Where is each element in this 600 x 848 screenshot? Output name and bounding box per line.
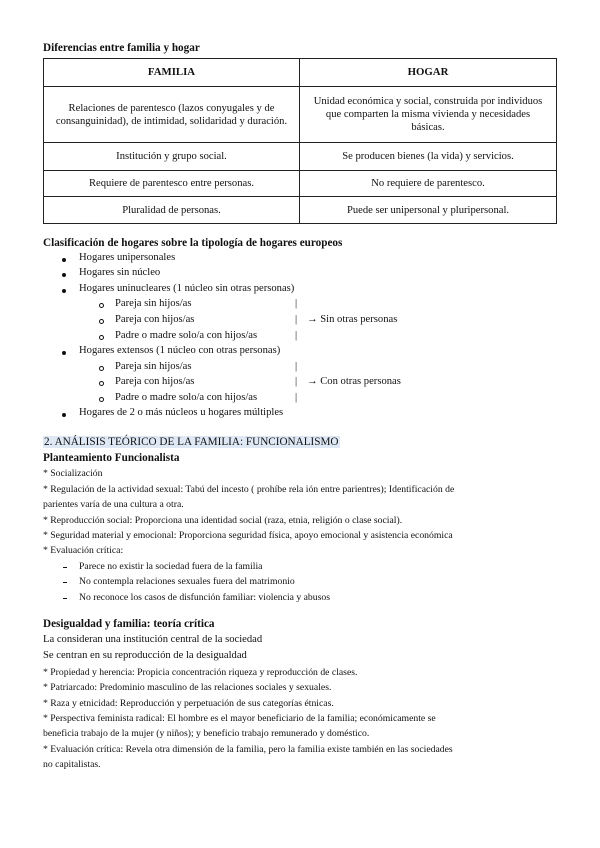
dash-bullet-icon <box>63 598 67 599</box>
dash-bullet-icon <box>63 582 67 583</box>
table-cell: Institución y grupo social. <box>44 143 300 171</box>
text-line: no capitalistas. <box>43 759 101 770</box>
critique-item: Parece no existir la sociedad fuera de la familia <box>79 561 263 572</box>
table-cell: Requiere de parentesco entre personas. <box>44 171 300 197</box>
subtitle-functionalist: Planteamiento Funcionalista <box>43 452 180 464</box>
text-line: * Regulación de la actividad sexual: Tabú del incesto ( prohíbe rela ión entre parientres); Identificación de <box>43 484 455 495</box>
list-item: Hogares unipersonales <box>79 252 176 263</box>
note-with-others: → Con otras personas <box>307 376 401 387</box>
text-line: * Evaluación crítica: Revela otra dimensión de la familia, pero la familia existe también en las sociedades <box>43 744 453 755</box>
text-line: * Evaluación crítica: <box>43 545 124 556</box>
table-cell: No requiere de parentesco. <box>300 171 557 197</box>
section-heading-functionalism <box>43 436 340 448</box>
separator-bar: | <box>295 330 298 341</box>
list-item: Hogares de 2 o más núcleos u hogares múltiples <box>79 407 284 418</box>
text-line: * Seguridad material y emocional: Proporciona seguridad física, apoyo emocional y asistencia económica <box>43 530 453 541</box>
separator-bar: | <box>295 361 298 372</box>
sub-list-item: Pareja sin hijos/as <box>115 298 192 309</box>
sub-list-item: Padre o madre solo/a con hijos/as <box>115 330 258 341</box>
bullet-icon <box>62 289 66 293</box>
note-without-others: → Sin otras personas <box>307 314 398 325</box>
table-row <box>44 171 557 197</box>
bullet-icon <box>62 273 66 277</box>
comparison-table <box>43 58 557 224</box>
text-line: * Reproducción social: Proporciona una identidad social (raza, etnia, religión o clase social). <box>43 515 403 526</box>
circle-bullet-icon <box>99 303 104 308</box>
sub-list-item: Padre o madre solo/a con hijos/as <box>115 392 258 403</box>
text-line: * Raza y etnicidad: Reproducción y perpetuación de sus categorías étnicas. <box>43 698 334 709</box>
separator-bar: | <box>295 298 298 309</box>
critique-item: No contempla relaciones sexuales fuera del matrimonio <box>79 576 295 587</box>
circle-bullet-icon <box>99 381 104 386</box>
circle-bullet-icon <box>99 319 104 324</box>
separator-bar: | <box>295 314 298 325</box>
text-line: * Patriarcado: Predominio masculino de las relaciones sociales y sexuales. <box>43 682 332 693</box>
bullet-icon <box>62 413 66 417</box>
table-cell: Se producen bienes (la vida) y servicios. <box>300 143 557 171</box>
table-header-row <box>44 59 557 87</box>
bullet-icon <box>62 351 66 355</box>
bullet-icon <box>62 258 66 262</box>
dash-bullet-icon <box>63 567 67 568</box>
list-item: Hogares sin núcleo <box>79 267 161 278</box>
text-line: * Socialización <box>43 468 103 479</box>
table-row <box>44 87 557 143</box>
list-item: Hogares uninucleares (1 núcleo sin otras personas) <box>79 283 295 294</box>
section-title-differences: Diferencias entre familia y hogar <box>43 42 200 54</box>
text-line: Se centran en su reproducción de la desigualdad <box>43 650 247 661</box>
heading-highlight: 2. ANÁLISIS TEÓRICO DE LA FAMILIA: FUNCIONALISMO <box>44 436 339 448</box>
table-row <box>44 197 557 224</box>
text-line: La consideran una institución central de la sociedad <box>43 634 263 645</box>
sub-list-item: Pareja sin hijos/as <box>115 361 192 372</box>
circle-bullet-icon <box>99 397 104 402</box>
circle-bullet-icon <box>99 366 104 371</box>
text-line: * Perspectiva feminista radical: El hombre es el mayor beneficiario de la familia; económicamente se <box>43 713 436 724</box>
section-title-classification: Clasificación de hogares sobre la tipología de hogares europeos <box>43 237 343 249</box>
table-row <box>44 143 557 171</box>
separator-bar: | <box>295 376 298 387</box>
separator-bar: | <box>295 392 298 403</box>
critique-item: No reconoce los casos de disfunción familiar: violencia y abusos <box>79 592 330 603</box>
table-header-familia: FAMILIA <box>44 59 300 87</box>
table-cell: Puede ser unipersonal y pluripersonal. <box>300 197 557 224</box>
section-title-inequality: Desigualdad y familia: teoría crítica <box>43 618 215 630</box>
table-header-hogar: HOGAR <box>300 59 557 87</box>
circle-bullet-icon <box>99 335 104 340</box>
text-line: * Propiedad y herencia: Propicia concentración riqueza y reproducción de clases. <box>43 667 358 678</box>
table-cell: Relaciones de parentesco (lazos conyugales y de consanguinidad), de intimidad, solidaridad y duración. <box>44 87 300 143</box>
list-item: Hogares extensos (1 núcleo con otras personas) <box>79 345 281 356</box>
table-cell: Pluralidad de personas. <box>44 197 300 224</box>
text-line: parientes varía de una cultura a otra. <box>43 499 184 510</box>
table-cell: Unidad económica y social, construida por individuos que comparten la misma vivienda y necesidades básicas. <box>300 87 557 143</box>
sub-list-item: Pareja con hijos/as <box>115 314 195 325</box>
text-line: beneficia trabajo de la mujer (y niños); y beneficio trabajo remunerado y doméstico. <box>43 728 370 739</box>
sub-list-item: Pareja con hijos/as <box>115 376 195 387</box>
